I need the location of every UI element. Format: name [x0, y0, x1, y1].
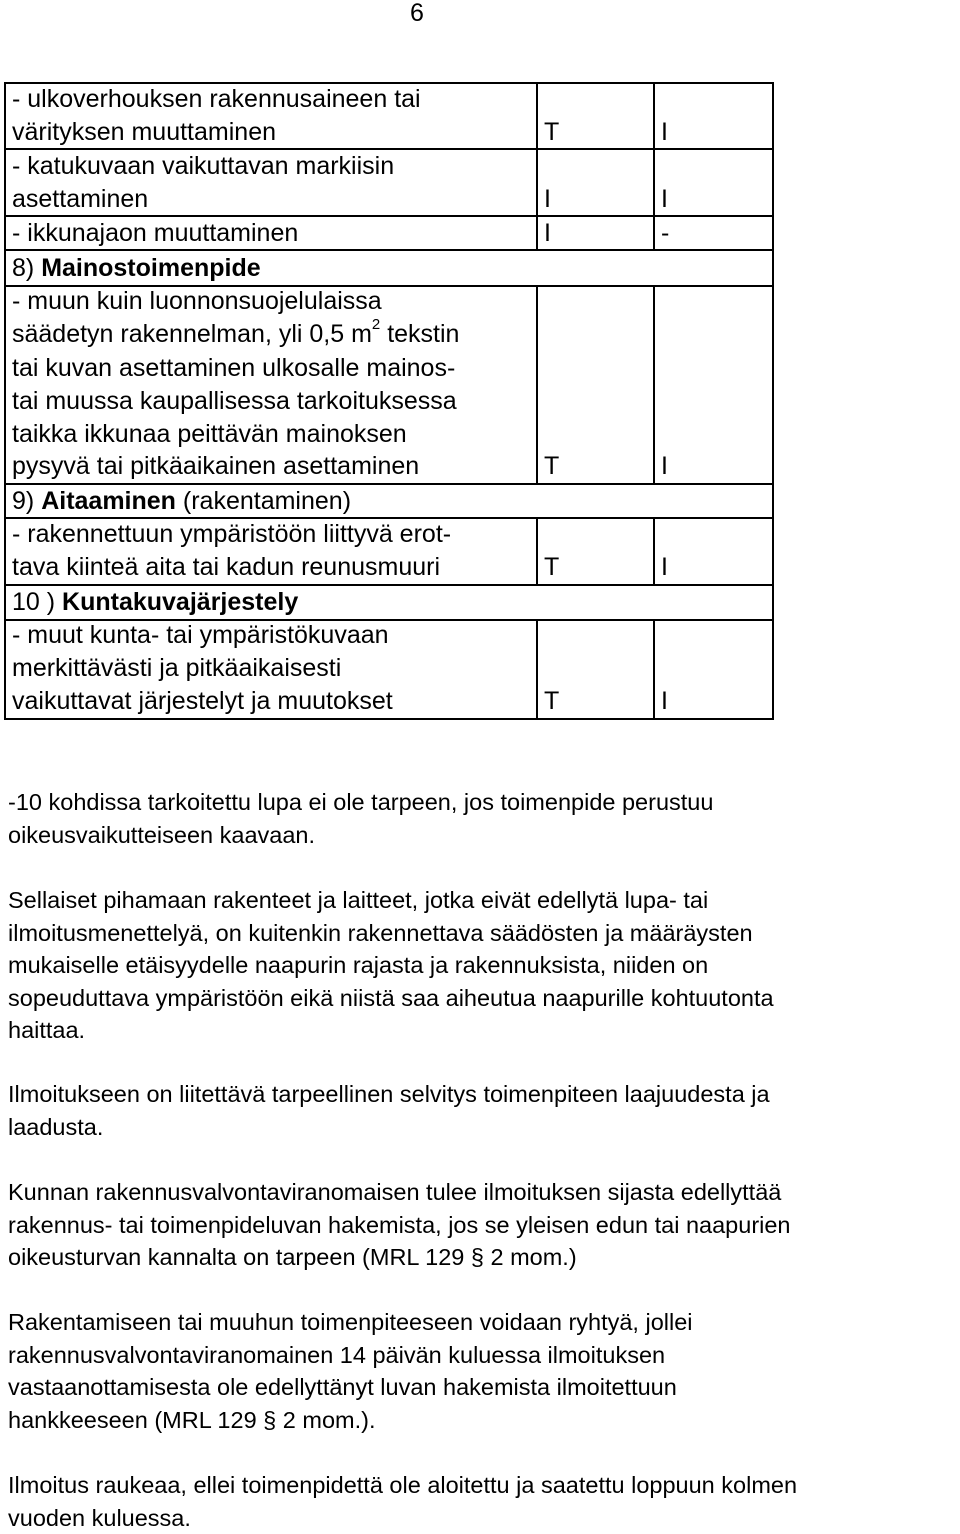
table-row-text: - ikkunajaon muuttaminen [12, 218, 298, 248]
text-segment: tekstin [380, 320, 459, 348]
table-row-text: tai kuvan asettaminen ulkosalle mainos- [12, 353, 455, 383]
text-segment: säädetyn rakennelman, yli 0,5 m [12, 320, 372, 348]
table-row-text: tai muussa kaupallisessa tarkoituksessa [12, 386, 457, 416]
table-mark-i: I [661, 686, 668, 716]
section-title: Kuntakuvajärjestely [62, 588, 298, 616]
paragraph-line: Kunnan rakennusvalvontaviranomaisen tulee ilmoituksen sijasta edellyttää [8, 1176, 960, 1209]
paragraph-line: -10 kohdissa tarkoitettu lupa ei ole tarpeen, jos toimenpide perustuu [8, 786, 960, 819]
section-title: Aitaaminen [41, 487, 176, 515]
paragraph-line: ilmoitusmenettelyä, on kuitenkin rakennettava säädösten ja määräysten [8, 917, 960, 950]
paragraph-line: Rakentamiseen tai muuhun toimenpiteeseen voidaan ryhtyä, jollei [8, 1306, 960, 1339]
table-mark-i: I [661, 117, 668, 147]
table-cell-column-i [653, 82, 774, 150]
superscript: 2 [372, 316, 380, 333]
table-mark-i: I [661, 451, 668, 481]
paragraph-rakentamiseen-ryhtyminen [8, 1306, 960, 1436]
paragraph-line: rakennusvalvontaviranomainen 14 päivän kuluessa ilmoituksen [8, 1339, 960, 1372]
paragraph-ilmoitus-raukeaa [8, 1469, 960, 1534]
table-row-text: asettaminen [12, 184, 148, 214]
paragraph-line: oikeusvaikutteiseen kaavaan. [8, 819, 960, 852]
paragraph-pihamaan-rakenteet [8, 884, 960, 1047]
section-note: (rakentaminen) [176, 487, 351, 515]
table-row-text: pysyvä tai pitkäaikainen asettaminen [12, 451, 419, 481]
paragraph-kunnan-viranomainen [8, 1176, 960, 1274]
table-mark-i: I [661, 184, 668, 214]
section-number: 10 ) [12, 588, 62, 616]
table-mark-t: T [544, 451, 559, 481]
paragraph-line: vuoden kuluessa. [8, 1502, 960, 1534]
paragraph-line: oikeusturvan kannalta on tarpeen (MRL 129 § 2 mom.) [8, 1241, 960, 1274]
table-mark-t: T [544, 117, 559, 147]
section-number: 9) [12, 487, 41, 515]
table-row-text: tava kiinteä aita tai kadun reunusmuuri [12, 552, 440, 582]
paragraph-line: mukaiselle etäisyydelle naapurin rajasta ja rakennuksista, niiden on [8, 949, 960, 982]
table-row-text: taikka ikkunaa peittävän mainoksen [12, 419, 407, 449]
table-cell-column-i [653, 517, 774, 586]
table-cell-column-i [653, 148, 774, 217]
table-row-text: - muun kuin luonnonsuojelulaissa [12, 286, 382, 316]
table-mark-i: - [661, 218, 669, 248]
table-mark-t: T [544, 552, 559, 582]
section-number: 8) [12, 254, 41, 282]
section-heading-mainostoimenpide [12, 253, 261, 283]
page-number: 6 [410, 0, 424, 28]
paragraph-line: laadusta. [8, 1111, 960, 1144]
section-title: Mainostoimenpide [41, 254, 260, 282]
table-row-text: - ulkoverhouksen rakennusaineen tai [12, 84, 421, 114]
table-row-text: värityksen muuttaminen [12, 117, 276, 147]
paragraph-line: rakennus- tai toimenpideluvan hakemista, jos se yleisen edun tai naapurien [8, 1209, 960, 1242]
table-cell-column-i [653, 285, 774, 485]
table-row-text: - katukuvaan vaikuttavan markiisin [12, 151, 394, 181]
table-cell-column-t [536, 148, 655, 217]
table-cell-column-i [653, 619, 774, 720]
paragraph-line: hankkeeseen (MRL 129 § 2 mom.). [8, 1404, 960, 1437]
table-mark-t: I [544, 218, 551, 248]
table-mark-t: T [544, 686, 559, 716]
section-heading-kuntakuvajarjestely [12, 587, 298, 617]
table-row-text [12, 319, 459, 349]
table-mark-t: I [544, 184, 551, 214]
paragraph-line: Sellaiset pihamaan rakenteet ja laitteet, jotka eivät edellytä lupa- tai [8, 884, 960, 917]
paragraph-lupa-note [8, 786, 960, 851]
table-row-text: - rakennettuun ympäristöön liittyvä erot- [12, 519, 451, 549]
table-cell-column-t [536, 215, 655, 251]
table-cell-column-i [653, 215, 774, 251]
table-row-text: - muut kunta- tai ympäristökuvaan [12, 620, 389, 650]
table-row-text: vaikuttavat järjestelyt ja muutokset [12, 686, 393, 716]
table-row-text: merkittävästi ja pitkäaikaisesti [12, 653, 341, 683]
paragraph-ilmoitus-selvitys [8, 1078, 960, 1143]
table-mark-i: I [661, 552, 668, 582]
permit-table [0, 0, 960, 740]
paragraph-line: vastaanottamisesta ole edellyttänyt luvan hakemista ilmoitettuun [8, 1371, 960, 1404]
paragraph-line: Ilmoitus raukeaa, ellei toimenpidettä ole aloitettu ja saatettu loppuun kolmen [8, 1469, 960, 1502]
paragraph-line: sopeuduttava ympäristöön eikä niistä saa aiheutua naapurille kohtuutonta [8, 982, 960, 1015]
paragraph-line: Ilmoitukseen on liitettävä tarpeellinen selvitys toimenpiteen laajuudesta ja [8, 1078, 960, 1111]
section-heading-aitaaminen [12, 486, 351, 516]
paragraph-line: haittaa. [8, 1014, 960, 1047]
